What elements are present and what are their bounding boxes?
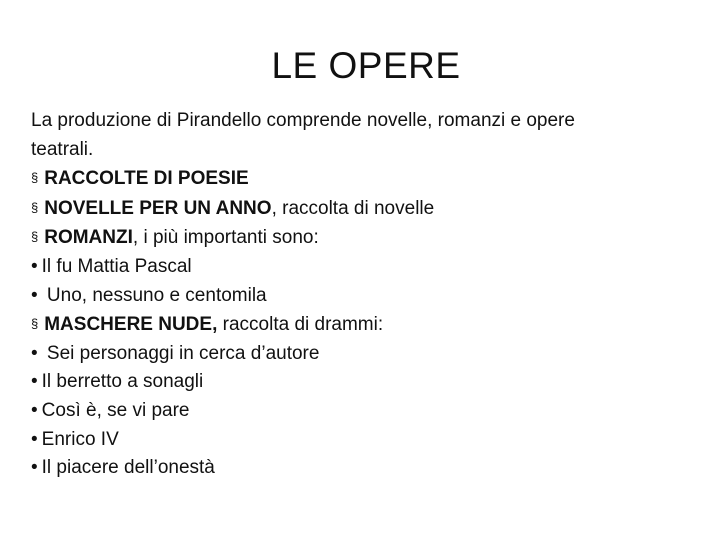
item-text: raccolta di drammi: bbox=[217, 314, 384, 336]
square-bullet-icon: § bbox=[31, 316, 39, 332]
item-heading: RACCOLTE DI POESIE bbox=[44, 168, 249, 190]
list-item bbox=[31, 194, 681, 224]
square-bullet-icon: § bbox=[31, 229, 39, 245]
slide-body bbox=[31, 107, 681, 483]
slide-title: LE OPERE bbox=[271, 45, 461, 86]
list-item bbox=[31, 340, 681, 369]
dot-bullet-icon: • bbox=[31, 342, 38, 364]
item-heading: ROMANZI bbox=[44, 227, 133, 249]
list-item bbox=[31, 253, 681, 282]
item-text: Enrico IV bbox=[41, 428, 119, 450]
list-item bbox=[31, 368, 681, 397]
item-text: Il piacere dell’onestà bbox=[41, 457, 215, 479]
item-heading: NOVELLE PER UN ANNO bbox=[44, 197, 272, 219]
item-text: , raccolta di novelle bbox=[271, 197, 435, 219]
list-item bbox=[31, 454, 681, 483]
item-text: Sei personaggi in cerca d’autore bbox=[41, 342, 320, 364]
item-text: Il fu Mattia Pascal bbox=[41, 255, 192, 277]
list-item bbox=[31, 310, 681, 340]
dot-bullet-icon: • bbox=[31, 399, 38, 421]
item-text: , i più importanti sono: bbox=[132, 227, 319, 249]
list-item bbox=[31, 282, 681, 311]
list-item bbox=[31, 426, 681, 455]
dot-bullet-icon: • bbox=[31, 284, 38, 306]
item-text: Così è, se vi pare bbox=[41, 399, 190, 421]
item-heading: MASCHERE NUDE, bbox=[44, 314, 218, 336]
intro-line-2: teatrali. bbox=[31, 138, 94, 160]
dot-bullet-icon: • bbox=[31, 255, 38, 277]
list-item bbox=[31, 164, 681, 194]
item-text: Uno, nessuno e centomila bbox=[41, 284, 267, 306]
item-text: Il berretto a sonagli bbox=[41, 371, 204, 393]
dot-bullet-icon: • bbox=[31, 428, 38, 450]
list-item bbox=[31, 397, 681, 426]
list-item bbox=[31, 223, 681, 253]
square-bullet-icon: § bbox=[31, 170, 39, 186]
dot-bullet-icon: • bbox=[31, 457, 38, 479]
square-bullet-icon: § bbox=[31, 199, 39, 215]
intro-line-1: La produzione di Pirandello comprende novelle, romanzi e opere bbox=[31, 110, 575, 131]
dot-bullet-icon: • bbox=[31, 371, 38, 393]
